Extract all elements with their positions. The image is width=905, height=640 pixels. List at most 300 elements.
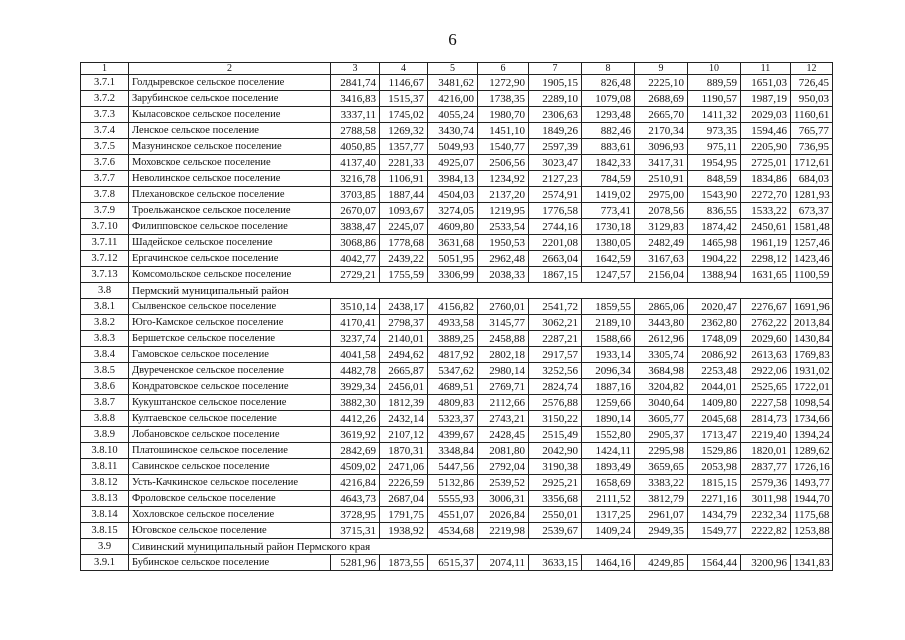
table-row: [81, 91, 833, 107]
value-cell: 2272,70: [741, 187, 791, 203]
value-cell: 1272,90: [478, 75, 529, 91]
value-cell: 2201,08: [529, 235, 582, 251]
row-code: 3.8: [81, 283, 129, 299]
value-cell: 3481,62: [428, 75, 478, 91]
value-cell: 5323,37: [428, 411, 478, 427]
value-cell: 1411,32: [688, 107, 741, 123]
value-cell: 882,46: [582, 123, 635, 139]
value-cell: 2760,01: [478, 299, 529, 315]
settlement-name: Неволинское сельское поселение: [129, 171, 331, 187]
row-code: 3.7.4: [81, 123, 129, 139]
value-cell: 2865,06: [635, 299, 688, 315]
value-cell: 2612,96: [635, 331, 688, 347]
value-cell: 1776,58: [529, 203, 582, 219]
value-cell: 3023,47: [529, 155, 582, 171]
value-cell: 3150,22: [529, 411, 582, 427]
settlement-name: Комсомольское сельское поселение: [129, 267, 331, 283]
value-cell: 3633,15: [529, 555, 582, 571]
row-code: 3.7.6: [81, 155, 129, 171]
column-header: 11: [741, 63, 791, 75]
value-cell: 2841,74: [331, 75, 380, 91]
value-cell: 4643,73: [331, 491, 380, 507]
settlement-name: Юговское сельское поселение: [129, 523, 331, 539]
value-cell: 2156,04: [635, 267, 688, 283]
value-cell: 1106,91: [380, 171, 428, 187]
value-cell: 3006,31: [478, 491, 529, 507]
value-cell: 2226,59: [380, 475, 428, 491]
value-cell: 2038,33: [478, 267, 529, 283]
value-cell: 1651,03: [741, 75, 791, 91]
value-cell: 2232,34: [741, 507, 791, 523]
value-cell: 1588,66: [582, 331, 635, 347]
table-row: [81, 363, 833, 379]
value-cell: 1253,88: [791, 523, 833, 539]
column-header: 12: [791, 63, 833, 75]
value-cell: 1859,55: [582, 299, 635, 315]
value-cell: 3631,68: [428, 235, 478, 251]
row-code: 3.8.14: [81, 507, 129, 523]
value-cell: 2428,45: [478, 427, 529, 443]
value-cell: 1341,83: [791, 555, 833, 571]
value-cell: 1540,77: [478, 139, 529, 155]
value-cell: 1931,02: [791, 363, 833, 379]
settlement-name: Бубинское сельское поселение: [129, 555, 331, 571]
section-title: Сивинский муниципальный район Пермского края: [129, 539, 833, 555]
value-cell: 3204,82: [635, 379, 688, 395]
settlement-name: Платошинское сельское поселение: [129, 443, 331, 459]
value-cell: 2961,07: [635, 507, 688, 523]
value-cell: 2432,14: [380, 411, 428, 427]
value-cell: 3305,74: [635, 347, 688, 363]
value-cell: 3443,80: [635, 315, 688, 331]
page-number: 6: [448, 30, 457, 49]
value-cell: 3882,30: [331, 395, 380, 411]
value-cell: 2576,88: [529, 395, 582, 411]
row-code: 3.8.10: [81, 443, 129, 459]
value-cell: 883,61: [582, 139, 635, 155]
value-cell: 2687,04: [380, 491, 428, 507]
section-row: [81, 283, 833, 299]
value-cell: 2670,07: [331, 203, 380, 219]
value-cell: 2287,21: [529, 331, 582, 347]
value-cell: 1190,57: [688, 91, 741, 107]
value-cell: 1769,83: [791, 347, 833, 363]
value-cell: 1812,39: [380, 395, 428, 411]
row-code: 3.7.1: [81, 75, 129, 91]
value-cell: 4170,41: [331, 315, 380, 331]
value-cell: 1745,02: [380, 107, 428, 123]
value-cell: 2980,14: [478, 363, 529, 379]
value-cell: 1552,80: [582, 427, 635, 443]
value-cell: 2725,01: [741, 155, 791, 171]
row-code: 3.8.12: [81, 475, 129, 491]
header-row: [81, 63, 833, 75]
value-cell: 1465,98: [688, 235, 741, 251]
value-cell: 2170,34: [635, 123, 688, 139]
value-cell: 2743,21: [478, 411, 529, 427]
value-cell: 1289,62: [791, 443, 833, 459]
table-row: [81, 187, 833, 203]
value-cell: 2917,57: [529, 347, 582, 363]
value-cell: 1944,70: [791, 491, 833, 507]
settlement-name: Троельжанское сельское поселение: [129, 203, 331, 219]
value-cell: 2922,06: [741, 363, 791, 379]
value-cell: 2729,21: [331, 267, 380, 283]
value-cell: 3838,47: [331, 219, 380, 235]
value-cell: 2450,61: [741, 219, 791, 235]
value-cell: 1849,26: [529, 123, 582, 139]
value-cell: 1493,77: [791, 475, 833, 491]
value-cell: 726,45: [791, 75, 833, 91]
value-cell: 3337,11: [331, 107, 380, 123]
value-cell: 3306,99: [428, 267, 478, 283]
value-cell: 973,35: [688, 123, 741, 139]
value-cell: 1380,05: [582, 235, 635, 251]
row-code: 3.8.5: [81, 363, 129, 379]
value-cell: 684,03: [791, 171, 833, 187]
value-cell: 3129,83: [635, 219, 688, 235]
value-cell: 2298,12: [741, 251, 791, 267]
settlement-name: Лобановское сельское поселение: [129, 427, 331, 443]
value-cell: 975,11: [688, 139, 741, 155]
value-cell: 2905,37: [635, 427, 688, 443]
value-cell: 1631,65: [741, 267, 791, 283]
value-cell: 4399,67: [428, 427, 478, 443]
value-cell: 2439,22: [380, 251, 428, 267]
value-cell: 2837,77: [741, 459, 791, 475]
value-cell: 2802,18: [478, 347, 529, 363]
row-code: 3.8.11: [81, 459, 129, 475]
table-row: [81, 203, 833, 219]
value-cell: 5132,86: [428, 475, 478, 491]
value-cell: 3812,79: [635, 491, 688, 507]
value-cell: 3190,38: [529, 459, 582, 475]
settlement-name: Мазунинское сельское поселение: [129, 139, 331, 155]
table-row: [81, 491, 833, 507]
value-cell: 1543,90: [688, 187, 741, 203]
value-cell: 1409,24: [582, 523, 635, 539]
value-cell: 1281,93: [791, 187, 833, 203]
value-cell: 836,55: [688, 203, 741, 219]
value-cell: 3605,77: [635, 411, 688, 427]
value-cell: 2539,67: [529, 523, 582, 539]
row-code: 3.8.13: [81, 491, 129, 507]
settlement-name: Кондратовское сельское поселение: [129, 379, 331, 395]
value-cell: 3383,22: [635, 475, 688, 491]
value-cell: 1293,48: [582, 107, 635, 123]
value-cell: 3200,96: [741, 555, 791, 571]
value-cell: 2306,63: [529, 107, 582, 123]
table-row: [81, 251, 833, 267]
value-cell: 2053,98: [688, 459, 741, 475]
value-cell: 2456,01: [380, 379, 428, 395]
row-code: 3.7.9: [81, 203, 129, 219]
value-cell: 2029,03: [741, 107, 791, 123]
value-cell: 2107,12: [380, 427, 428, 443]
value-cell: 2289,10: [529, 91, 582, 107]
value-cell: 1873,55: [380, 555, 428, 571]
value-cell: 2824,74: [529, 379, 582, 395]
value-cell: 2029,60: [741, 331, 791, 347]
value-cell: 1219,95: [478, 203, 529, 219]
value-cell: 1874,42: [688, 219, 741, 235]
value-cell: 4504,03: [428, 187, 478, 203]
row-code: 3.7.12: [81, 251, 129, 267]
value-cell: 2762,22: [741, 315, 791, 331]
settlement-name: Филипповское сельское поселение: [129, 219, 331, 235]
value-cell: 1890,14: [582, 411, 635, 427]
value-cell: 2281,33: [380, 155, 428, 171]
value-cell: 3348,84: [428, 443, 478, 459]
value-cell: 3216,78: [331, 171, 380, 187]
value-cell: 2225,10: [635, 75, 688, 91]
value-cell: 2510,91: [635, 171, 688, 187]
value-cell: 2688,69: [635, 91, 688, 107]
value-cell: 765,77: [791, 123, 833, 139]
value-cell: 1815,15: [688, 475, 741, 491]
value-cell: 4041,58: [331, 347, 380, 363]
column-header: 2: [129, 63, 331, 75]
row-code: 3.7.7: [81, 171, 129, 187]
value-cell: 3984,13: [428, 171, 478, 187]
value-cell: 4137,40: [331, 155, 380, 171]
row-code: 3.7.8: [81, 187, 129, 203]
value-cell: 848,59: [688, 171, 741, 187]
table-row: [81, 235, 833, 251]
value-cell: 2842,69: [331, 443, 380, 459]
value-cell: 1394,24: [791, 427, 833, 443]
value-cell: 1734,66: [791, 411, 833, 427]
value-cell: 1980,70: [478, 107, 529, 123]
value-cell: 1954,95: [688, 155, 741, 171]
value-cell: 3040,64: [635, 395, 688, 411]
value-cell: 2137,20: [478, 187, 529, 203]
value-cell: 3145,77: [478, 315, 529, 331]
value-cell: 5555,93: [428, 491, 478, 507]
value-cell: 2219,40: [741, 427, 791, 443]
table-row: [81, 171, 833, 187]
value-cell: 2744,16: [529, 219, 582, 235]
value-cell: 4216,84: [331, 475, 380, 491]
value-cell: 1748,09: [688, 331, 741, 347]
value-cell: 3252,56: [529, 363, 582, 379]
value-cell: 4689,51: [428, 379, 478, 395]
settlement-name: Савинское сельское поселение: [129, 459, 331, 475]
settlement-name: Кыласовское сельское поселение: [129, 107, 331, 123]
settlement-name: Юго-Камское сельское поселение: [129, 315, 331, 331]
value-cell: 2482,49: [635, 235, 688, 251]
value-cell: 2245,07: [380, 219, 428, 235]
value-cell: 2792,04: [478, 459, 529, 475]
settlement-name: Голдыревское сельское поселение: [129, 75, 331, 91]
column-header: 10: [688, 63, 741, 75]
value-cell: 2925,21: [529, 475, 582, 491]
row-code: 3.7.2: [81, 91, 129, 107]
table-row: [81, 443, 833, 459]
value-cell: 2471,06: [380, 459, 428, 475]
row-code: 3.8.3: [81, 331, 129, 347]
row-code: 3.8.2: [81, 315, 129, 331]
table-row: [81, 123, 833, 139]
value-cell: 1424,11: [582, 443, 635, 459]
row-code: 3.7.11: [81, 235, 129, 251]
value-cell: 1430,84: [791, 331, 833, 347]
value-cell: 1738,35: [478, 91, 529, 107]
table-row: [81, 299, 833, 315]
value-cell: 1712,61: [791, 155, 833, 171]
row-code: 3.8.4: [81, 347, 129, 363]
value-cell: 4249,85: [635, 555, 688, 571]
value-cell: 3416,83: [331, 91, 380, 107]
value-cell: 1079,08: [582, 91, 635, 107]
column-header: 1: [81, 63, 129, 75]
value-cell: 4042,77: [331, 251, 380, 267]
value-cell: 2814,73: [741, 411, 791, 427]
value-cell: 2189,10: [582, 315, 635, 331]
row-code: 3.8.15: [81, 523, 129, 539]
value-cell: 5051,95: [428, 251, 478, 267]
value-cell: 1317,25: [582, 507, 635, 523]
value-cell: 1564,44: [688, 555, 741, 571]
value-cell: 4534,68: [428, 523, 478, 539]
value-cell: 1549,77: [688, 523, 741, 539]
settlement-name: Хохловское сельское поселение: [129, 507, 331, 523]
table-row: [81, 155, 833, 171]
value-cell: 4925,07: [428, 155, 478, 171]
value-cell: 736,95: [791, 139, 833, 155]
value-cell: 2579,36: [741, 475, 791, 491]
value-cell: 3068,86: [331, 235, 380, 251]
value-cell: 1175,68: [791, 507, 833, 523]
value-cell: 5049,93: [428, 139, 478, 155]
value-cell: 2081,80: [478, 443, 529, 459]
value-cell: 2665,70: [635, 107, 688, 123]
value-cell: 1529,86: [688, 443, 741, 459]
value-cell: 1160,61: [791, 107, 833, 123]
value-cell: 2074,11: [478, 555, 529, 571]
value-cell: 1842,33: [582, 155, 635, 171]
value-cell: 1434,79: [688, 507, 741, 523]
value-cell: 2044,01: [688, 379, 741, 395]
value-cell: 3684,98: [635, 363, 688, 379]
value-cell: 3430,74: [428, 123, 478, 139]
value-cell: 1357,77: [380, 139, 428, 155]
value-cell: 3728,95: [331, 507, 380, 523]
value-cell: 4216,00: [428, 91, 478, 107]
value-cell: 3167,63: [635, 251, 688, 267]
table-row: [81, 475, 833, 491]
value-cell: 2276,67: [741, 299, 791, 315]
value-cell: 3889,25: [428, 331, 478, 347]
row-code: 3.7.3: [81, 107, 129, 123]
value-cell: 2222,82: [741, 523, 791, 539]
value-cell: 2438,17: [380, 299, 428, 315]
value-cell: 5447,56: [428, 459, 478, 475]
table-row: [81, 395, 833, 411]
row-code: 3.9.1: [81, 555, 129, 571]
value-cell: 1933,14: [582, 347, 635, 363]
table-row: [81, 555, 833, 571]
value-cell: 2458,88: [478, 331, 529, 347]
settlement-name: Ергачинское сельское поселение: [129, 251, 331, 267]
value-cell: 1098,54: [791, 395, 833, 411]
value-cell: 1887,44: [380, 187, 428, 203]
value-cell: 3510,14: [331, 299, 380, 315]
value-cell: 4551,07: [428, 507, 478, 523]
table-row: [81, 315, 833, 331]
value-cell: 5347,62: [428, 363, 478, 379]
value-cell: 1820,01: [741, 443, 791, 459]
settlement-name: Ленское сельское поселение: [129, 123, 331, 139]
value-cell: 1950,53: [478, 235, 529, 251]
value-cell: 2271,16: [688, 491, 741, 507]
value-cell: 3619,92: [331, 427, 380, 443]
row-code: 3.8.6: [81, 379, 129, 395]
column-header: 8: [582, 63, 635, 75]
value-cell: 1755,59: [380, 267, 428, 283]
table-row: [81, 379, 833, 395]
value-cell: 2096,34: [582, 363, 635, 379]
settlement-name: Зарубинское сельское поселение: [129, 91, 331, 107]
value-cell: 1515,37: [380, 91, 428, 107]
value-cell: 1533,22: [741, 203, 791, 219]
value-cell: 1257,46: [791, 235, 833, 251]
table-row: [81, 267, 833, 283]
value-cell: 4055,24: [428, 107, 478, 123]
value-cell: 4050,85: [331, 139, 380, 155]
value-cell: 4933,58: [428, 315, 478, 331]
value-cell: 1691,96: [791, 299, 833, 315]
value-cell: 2078,56: [635, 203, 688, 219]
value-cell: 1904,22: [688, 251, 741, 267]
value-cell: 4509,02: [331, 459, 380, 475]
value-cell: 1887,16: [582, 379, 635, 395]
settlement-name: Сылвенское сельское поселение: [129, 299, 331, 315]
value-cell: 1464,16: [582, 555, 635, 571]
settlement-name: Шадейское сельское поселение: [129, 235, 331, 251]
row-code: 3.7.13: [81, 267, 129, 283]
value-cell: 1834,86: [741, 171, 791, 187]
value-cell: 1234,92: [478, 171, 529, 187]
value-cell: 2362,80: [688, 315, 741, 331]
row-code: 3.9: [81, 539, 129, 555]
value-cell: 2533,54: [478, 219, 529, 235]
value-cell: 2515,49: [529, 427, 582, 443]
table-row: [81, 107, 833, 123]
value-cell: 1961,19: [741, 235, 791, 251]
value-cell: 2045,68: [688, 411, 741, 427]
value-cell: 3703,85: [331, 187, 380, 203]
table-row: [81, 331, 833, 347]
value-cell: 3237,74: [331, 331, 380, 347]
value-cell: 1722,01: [791, 379, 833, 395]
settlement-name: Двуреченское сельское поселение: [129, 363, 331, 379]
column-header: 9: [635, 63, 688, 75]
value-cell: 2253,48: [688, 363, 741, 379]
table-row: [81, 75, 833, 91]
row-code: 3.7.10: [81, 219, 129, 235]
value-cell: 2219,98: [478, 523, 529, 539]
value-cell: 1730,18: [582, 219, 635, 235]
value-cell: 1713,47: [688, 427, 741, 443]
value-cell: 1259,66: [582, 395, 635, 411]
value-cell: 2663,04: [529, 251, 582, 267]
value-cell: 1658,69: [582, 475, 635, 491]
row-code: 3.8.9: [81, 427, 129, 443]
value-cell: 1581,48: [791, 219, 833, 235]
table-row: [81, 427, 833, 443]
value-cell: 3062,21: [529, 315, 582, 331]
